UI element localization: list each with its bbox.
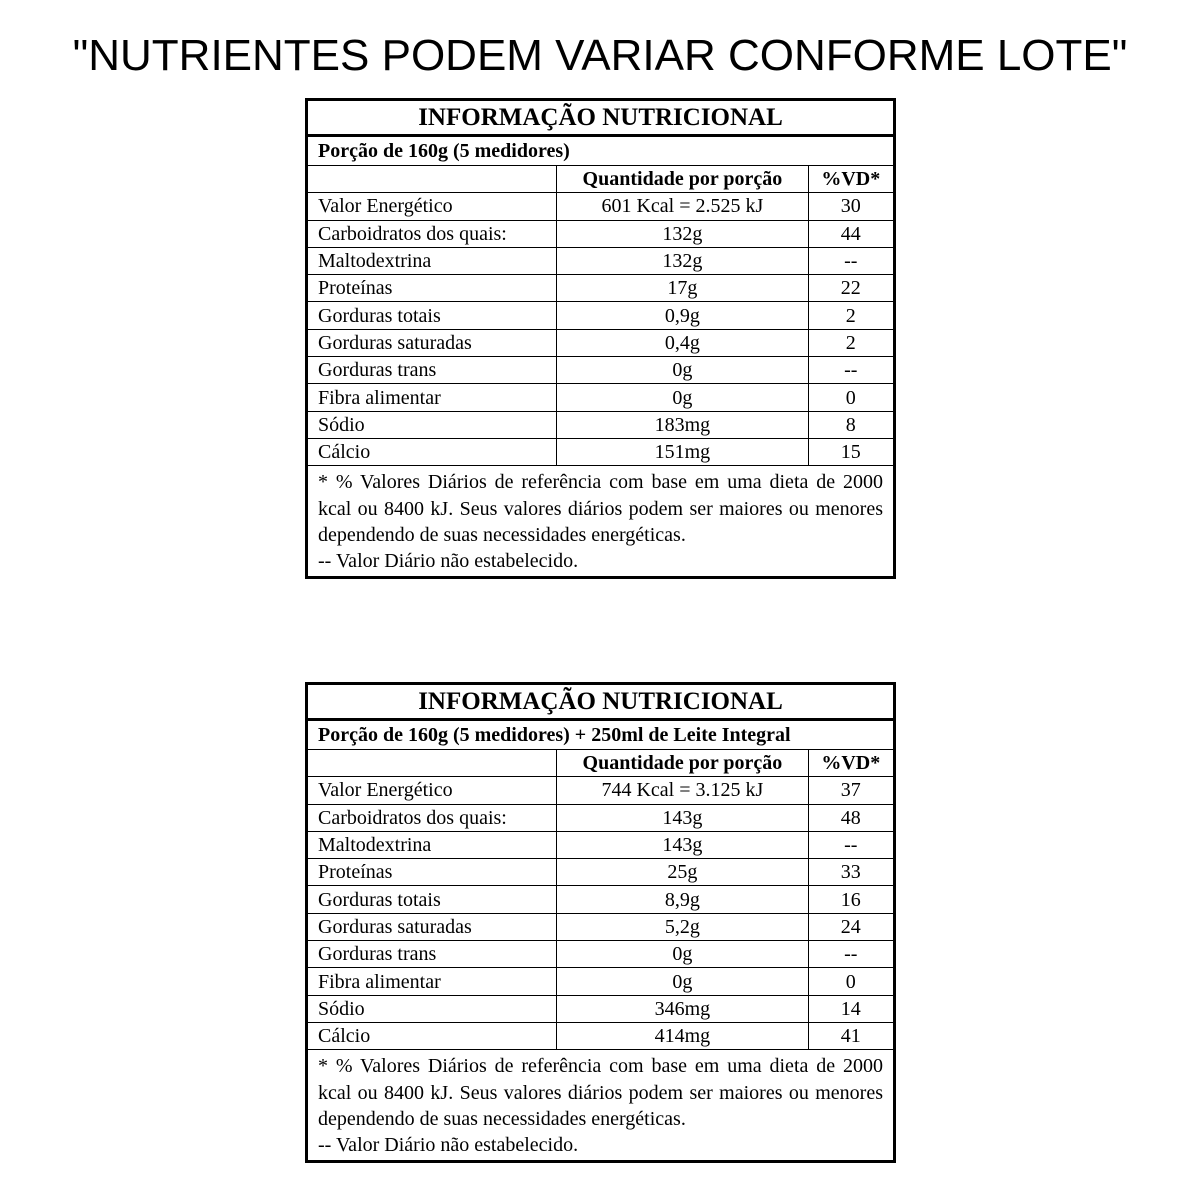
table-row — [307, 411, 895, 438]
footnote-cell — [307, 466, 895, 578]
nutrient-vd: 15 — [808, 438, 894, 465]
nutrient-quantity: 601 Kcal = 2.525 kJ — [557, 193, 808, 220]
nutrient-name: Valor Energético — [307, 777, 557, 804]
batch-variation-notice: "NUTRIENTES PODEM VARIAR CONFORME LOTE" — [72, 31, 1128, 80]
nutrient-quantity: 183mg — [557, 411, 808, 438]
nutrient-name: Gorduras trans — [307, 357, 557, 384]
nutrition-table-body — [307, 100, 895, 578]
nutrient-quantity: 414mg — [557, 1022, 808, 1049]
table-row — [307, 968, 895, 995]
nutrient-vd: -- — [808, 941, 894, 968]
daily-value-not-established-note: -- Valor Diário não estabelecido. — [318, 550, 579, 573]
nutrient-vd: 33 — [808, 859, 894, 886]
column-header-row — [307, 750, 895, 777]
nutrient-vd: 41 — [808, 1022, 894, 1049]
nutrient-quantity: 346mg — [557, 995, 808, 1022]
nutrient-vd: 0 — [808, 384, 894, 411]
nutrient-name: Proteínas — [307, 859, 557, 886]
nutrient-quantity: 143g — [557, 831, 808, 858]
nutrient-quantity: 0g — [557, 968, 808, 995]
nutrient-vd: 48 — [808, 804, 894, 831]
table-row — [307, 831, 895, 858]
table-row — [307, 193, 895, 220]
nutrient-quantity: 25g — [557, 859, 808, 886]
daily-value-not-established-note: -- Valor Diário não estabelecido. — [318, 1134, 579, 1157]
table-row — [307, 1022, 895, 1049]
nutrient-quantity: 17g — [557, 275, 808, 302]
nutrient-vd: 8 — [808, 411, 894, 438]
nutrient-name: Fibra alimentar — [307, 968, 557, 995]
nutrient-vd: 22 — [808, 275, 894, 302]
nutrient-quantity: 0,4g — [557, 329, 808, 356]
nutrient-vd: 37 — [808, 777, 894, 804]
nutrient-name: Maltodextrina — [307, 247, 557, 274]
table-row — [307, 804, 895, 831]
table-row — [307, 777, 895, 804]
nutrient-name: Gorduras totais — [307, 886, 557, 913]
nutrient-quantity: 132g — [557, 247, 808, 274]
table-row — [307, 438, 895, 465]
nutrition-table-body — [307, 684, 895, 1162]
nutrient-vd: 2 — [808, 329, 894, 356]
nutrient-vd: 30 — [808, 193, 894, 220]
nutrient-vd: 14 — [808, 995, 894, 1022]
table-row — [307, 995, 895, 1022]
nutrient-name: Carboidratos dos quais: — [307, 220, 557, 247]
nutrient-name: Carboidratos dos quais: — [307, 804, 557, 831]
portion-row — [307, 136, 895, 166]
table-row — [307, 329, 895, 356]
nutrient-vd: -- — [808, 357, 894, 384]
portion-row — [307, 720, 895, 750]
daily-values-footnote: * % Valores Diários de referência com base em uma dieta de 2000 kcal ou 8400 kJ. Seus valores diários podem ser maiores ou menores dependendo de suas necessidades energéticas. — [318, 471, 883, 546]
nutrient-quantity: 8,9g — [557, 886, 808, 913]
nutrient-vd: 24 — [808, 913, 894, 940]
table-row — [307, 357, 895, 384]
quantity-column-header: Quantidade por porção — [557, 166, 808, 193]
nutrition-table-with-milk — [305, 682, 896, 1163]
nutrient-name: Cálcio — [307, 438, 557, 465]
nutrient-vd: -- — [808, 831, 894, 858]
table-title-row — [307, 100, 895, 136]
quantity-column-header: Quantidade por porção — [557, 750, 808, 777]
table-row — [307, 275, 895, 302]
nutrition-table — [305, 98, 896, 579]
table-row — [307, 384, 895, 411]
table-row — [307, 913, 895, 940]
nutrient-quantity: 0,9g — [557, 302, 808, 329]
footnote-cell — [307, 1050, 895, 1162]
vd-column-header: %VD* — [808, 750, 894, 777]
table-row — [307, 886, 895, 913]
nutrient-name: Fibra alimentar — [307, 384, 557, 411]
nutrient-vd: 2 — [808, 302, 894, 329]
table-row — [307, 247, 895, 274]
column-header-row — [307, 166, 895, 193]
nutrient-name: Maltodextrina — [307, 831, 557, 858]
nutrient-quantity: 0g — [557, 384, 808, 411]
vd-column-header: %VD* — [808, 166, 894, 193]
nutrient-name: Gorduras saturadas — [307, 329, 557, 356]
nutrient-quantity: 0g — [557, 357, 808, 384]
nutrient-name: Gorduras totais — [307, 302, 557, 329]
nutrient-vd: 0 — [808, 968, 894, 995]
nutrient-name: Sódio — [307, 995, 557, 1022]
nutrient-quantity: 0g — [557, 941, 808, 968]
nutrient-name: Sódio — [307, 411, 557, 438]
nutrient-quantity: 143g — [557, 804, 808, 831]
table-row — [307, 220, 895, 247]
table-row — [307, 941, 895, 968]
table-title: INFORMAÇÃO NUTRICIONAL — [307, 100, 895, 136]
nutrient-quantity: 132g — [557, 220, 808, 247]
daily-values-footnote: * % Valores Diários de referência com base em uma dieta de 2000 kcal ou 8400 kJ. Seus valores diários podem ser maiores ou menores dependendo de suas necessidades energéticas. — [318, 1055, 883, 1130]
table-row — [307, 302, 895, 329]
footnote-row — [307, 1050, 895, 1162]
nutrient-name: Gorduras saturadas — [307, 913, 557, 940]
nutrient-vd: 44 — [808, 220, 894, 247]
nutrient-name: Gorduras trans — [307, 941, 557, 968]
portion-label: Porção de 160g (5 medidores) — [307, 136, 895, 166]
nutrient-quantity: 151mg — [557, 438, 808, 465]
nutrient-name: Proteínas — [307, 275, 557, 302]
table-title: INFORMAÇÃO NUTRICIONAL — [307, 684, 895, 720]
table-row — [307, 859, 895, 886]
portion-label: Porção de 160g (5 medidores) + 250ml de Leite Integral — [307, 720, 895, 750]
nutrient-name: Cálcio — [307, 1022, 557, 1049]
nutrient-vd: -- — [808, 247, 894, 274]
footnote-row — [307, 466, 895, 578]
table-title-row — [307, 684, 895, 720]
nutrient-name: Valor Energético — [307, 193, 557, 220]
nutrient-quantity: 744 Kcal = 3.125 kJ — [557, 777, 808, 804]
nutrient-quantity: 5,2g — [557, 913, 808, 940]
item-column-header — [307, 166, 557, 193]
item-column-header — [307, 750, 557, 777]
nutrient-vd: 16 — [808, 886, 894, 913]
